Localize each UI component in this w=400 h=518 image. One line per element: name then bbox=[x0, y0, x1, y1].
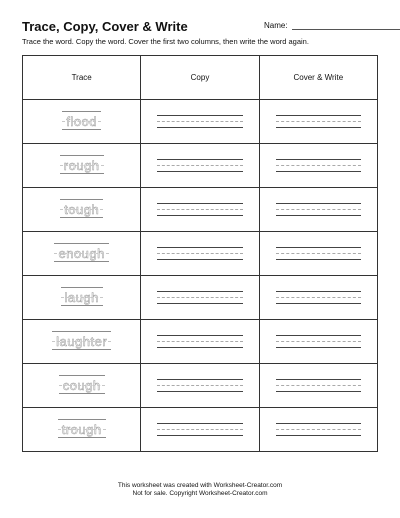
trace-cell bbox=[23, 408, 141, 452]
cover-write-cell[interactable] bbox=[259, 276, 377, 320]
writing-guide-lines[interactable] bbox=[157, 247, 242, 261]
writing-guide-lines[interactable] bbox=[276, 379, 361, 393]
writing-guide-lines[interactable] bbox=[157, 203, 242, 217]
writing-guide-lines[interactable] bbox=[157, 335, 242, 349]
copy-cell[interactable] bbox=[141, 320, 259, 364]
writing-guide-lines[interactable] bbox=[157, 291, 242, 305]
instructions: Trace the word. Copy the word. Cover the first two columns, then write the word again. bbox=[22, 37, 309, 46]
writing-guide-lines[interactable] bbox=[276, 247, 361, 261]
name-field bbox=[264, 21, 400, 30]
cover-write-cell[interactable] bbox=[259, 100, 377, 144]
cover-write-cell[interactable] bbox=[259, 144, 377, 188]
table-row bbox=[23, 364, 378, 408]
trace-cell bbox=[23, 188, 141, 232]
writing-guide-lines[interactable] bbox=[276, 115, 361, 129]
writing-guide-lines[interactable] bbox=[276, 203, 361, 217]
table-row bbox=[23, 100, 378, 144]
trace-word: rough bbox=[62, 159, 102, 172]
cover-write-cell[interactable] bbox=[259, 232, 377, 276]
column-header-cover-write: Cover & Write bbox=[259, 56, 377, 100]
footer bbox=[0, 482, 400, 498]
trace-cell bbox=[23, 276, 141, 320]
copy-cell[interactable] bbox=[141, 276, 259, 320]
cover-write-cell[interactable] bbox=[259, 364, 377, 408]
footer-line-1: This worksheet was created with Worksheet-Creator.com bbox=[117, 482, 283, 489]
copy-cell[interactable] bbox=[141, 144, 259, 188]
worksheet-title: Trace, Copy, Cover & Write bbox=[22, 19, 188, 34]
copy-cell[interactable] bbox=[141, 364, 259, 408]
copy-cell[interactable] bbox=[141, 188, 259, 232]
trace-word: cough bbox=[61, 379, 103, 392]
writing-guide-lines[interactable] bbox=[157, 159, 242, 173]
trace-cell bbox=[23, 364, 141, 408]
name-label: Name: bbox=[264, 21, 288, 30]
trace-word: laughter bbox=[54, 335, 109, 348]
trace-word: tough bbox=[62, 203, 101, 216]
cover-write-cell[interactable] bbox=[259, 408, 377, 452]
cover-write-cell[interactable] bbox=[259, 188, 377, 232]
table-row bbox=[23, 408, 378, 452]
writing-guide-lines[interactable] bbox=[157, 115, 242, 129]
table-row bbox=[23, 232, 378, 276]
cover-write-cell[interactable] bbox=[259, 320, 377, 364]
table-row bbox=[23, 320, 378, 364]
worksheet-table bbox=[22, 55, 378, 452]
header-row bbox=[23, 56, 378, 100]
copy-cell[interactable] bbox=[141, 408, 259, 452]
trace-cell bbox=[23, 144, 141, 188]
trace-word: enough bbox=[56, 247, 106, 260]
trace-word: flood bbox=[64, 115, 99, 128]
table-row bbox=[23, 144, 378, 188]
copy-cell[interactable] bbox=[141, 232, 259, 276]
writing-guide-lines[interactable] bbox=[276, 335, 361, 349]
table-row bbox=[23, 188, 378, 232]
copy-cell[interactable] bbox=[141, 100, 259, 144]
column-header-copy: Copy bbox=[141, 56, 259, 100]
trace-cell bbox=[23, 320, 141, 364]
writing-guide-lines[interactable] bbox=[276, 291, 361, 305]
writing-guide-lines[interactable] bbox=[276, 423, 361, 437]
trace-word: trough bbox=[60, 423, 104, 436]
footer-line-2: Not for sale. Copyright Worksheet-Creator.com bbox=[132, 490, 268, 497]
writing-guide-lines[interactable] bbox=[157, 379, 242, 393]
writing-guide-lines[interactable] bbox=[276, 159, 361, 173]
trace-cell bbox=[23, 100, 141, 144]
table-row bbox=[23, 276, 378, 320]
trace-cell bbox=[23, 232, 141, 276]
trace-word: laugh bbox=[63, 291, 101, 304]
column-header-trace: Trace bbox=[23, 56, 141, 100]
name-line bbox=[292, 21, 400, 30]
writing-guide-lines[interactable] bbox=[157, 423, 242, 437]
